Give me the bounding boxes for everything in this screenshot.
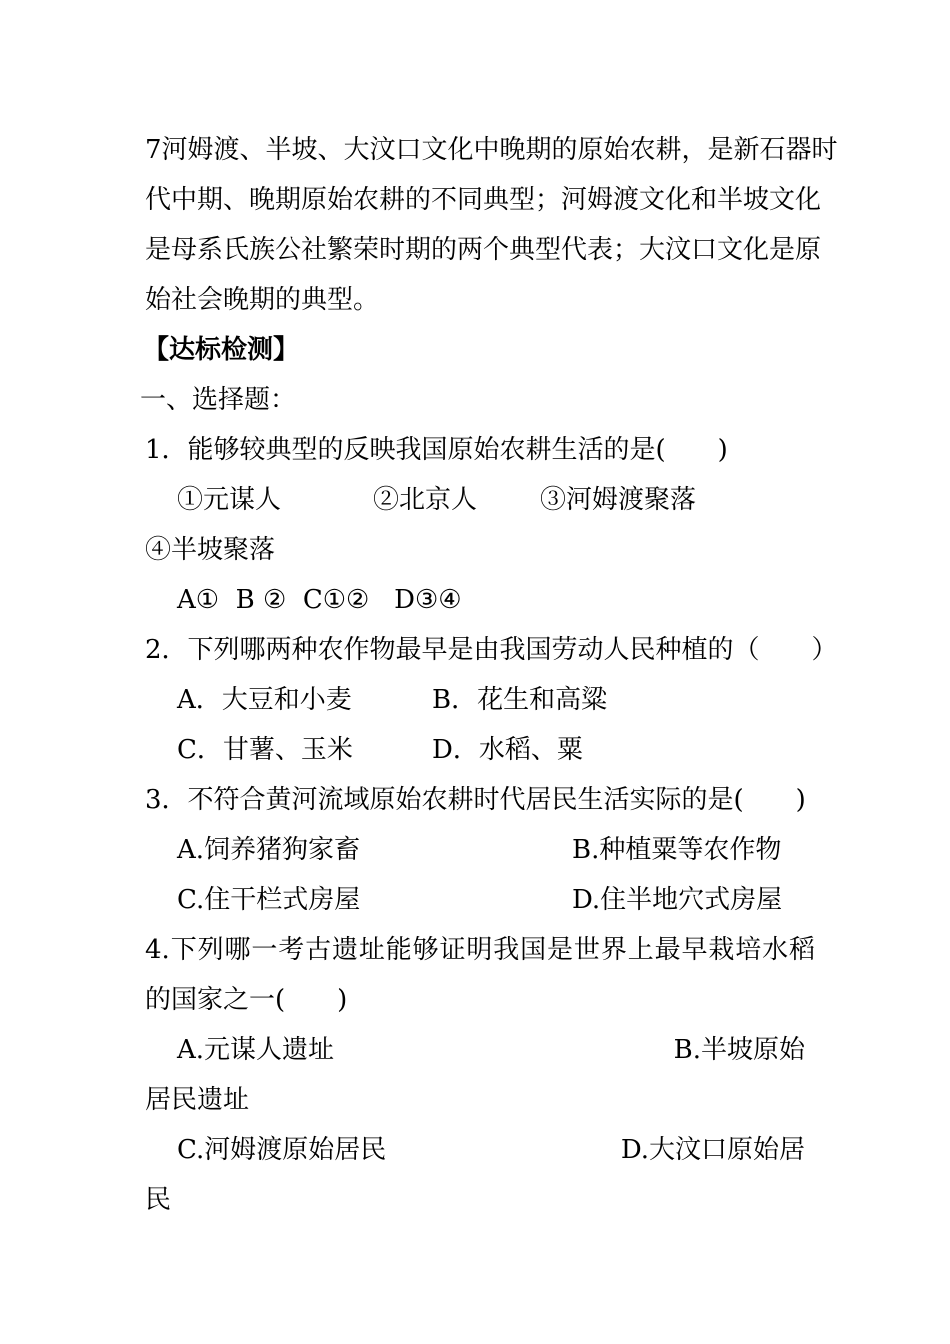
question-1-item: ④半坡聚落	[145, 535, 276, 565]
part-heading: 一、选择题：	[140, 385, 297, 415]
paragraph-line: 7河姆渡、半坡、大汶口文化中晚期的原始农耕，是新石器时	[145, 135, 838, 165]
question-3-option-b: B.种植粟等农作物	[572, 835, 782, 865]
question-1-item: ③河姆渡聚落	[540, 485, 697, 515]
paragraph-line: 始社会晚期的典型。	[145, 285, 380, 315]
question-3-stem: 3．不符合黄河流域原始农耕时代居民生活实际的是( )	[145, 785, 806, 815]
question-3-option-a: A.饲养猪狗家畜	[177, 835, 361, 865]
question-2-option-c: C．甘薯、玉米	[177, 735, 353, 765]
question-4-option-d-continued: 民	[145, 1185, 172, 1215]
question-1-item: ②北京人	[373, 485, 478, 515]
question-1-item: ①元谋人	[177, 485, 282, 515]
question-4-stem: 4.下列哪一考古遗址能够证明我国是世界上最早栽培水稻	[145, 935, 815, 965]
question-1-stem: 1．能够较典型的反映我国原始农耕生活的是( )	[145, 435, 728, 465]
section-heading: 【达标检测】	[143, 335, 300, 365]
question-2-stem: 2．下列哪两种农作物最早是由我国劳动人民种植的（ ）	[145, 635, 838, 665]
question-3-option-d: D.住半地穴式房屋	[572, 885, 783, 915]
paragraph-line: 代中期、晚期原始农耕的不同典型；河姆渡文化和半坡文化	[145, 185, 822, 215]
question-2-option-b: B．花生和高粱	[432, 685, 608, 715]
question-1-options: A① B ② C①② D③④	[177, 585, 462, 615]
question-4-option-d: D.大汶口原始居	[620, 1135, 805, 1165]
question-2-option-a: A．大豆和小麦	[177, 685, 352, 715]
question-4-option-b-continued: 居民遗址	[145, 1085, 250, 1115]
question-4-option-c: C.河姆渡原始居民	[177, 1135, 387, 1165]
question-4-option-a: A.元谋人遗址	[177, 1035, 335, 1065]
question-3-option-c: C.住干栏式房屋	[177, 885, 361, 915]
question-2-option-d: D．水稻、粟	[432, 735, 583, 765]
paragraph-line: 是母系氏族公社繁荣时期的两个典型代表；大汶口文化是原	[145, 235, 822, 265]
question-4-stem: 的国家之一( )	[145, 985, 348, 1015]
question-4-option-b: B.半坡原始	[673, 1035, 805, 1065]
